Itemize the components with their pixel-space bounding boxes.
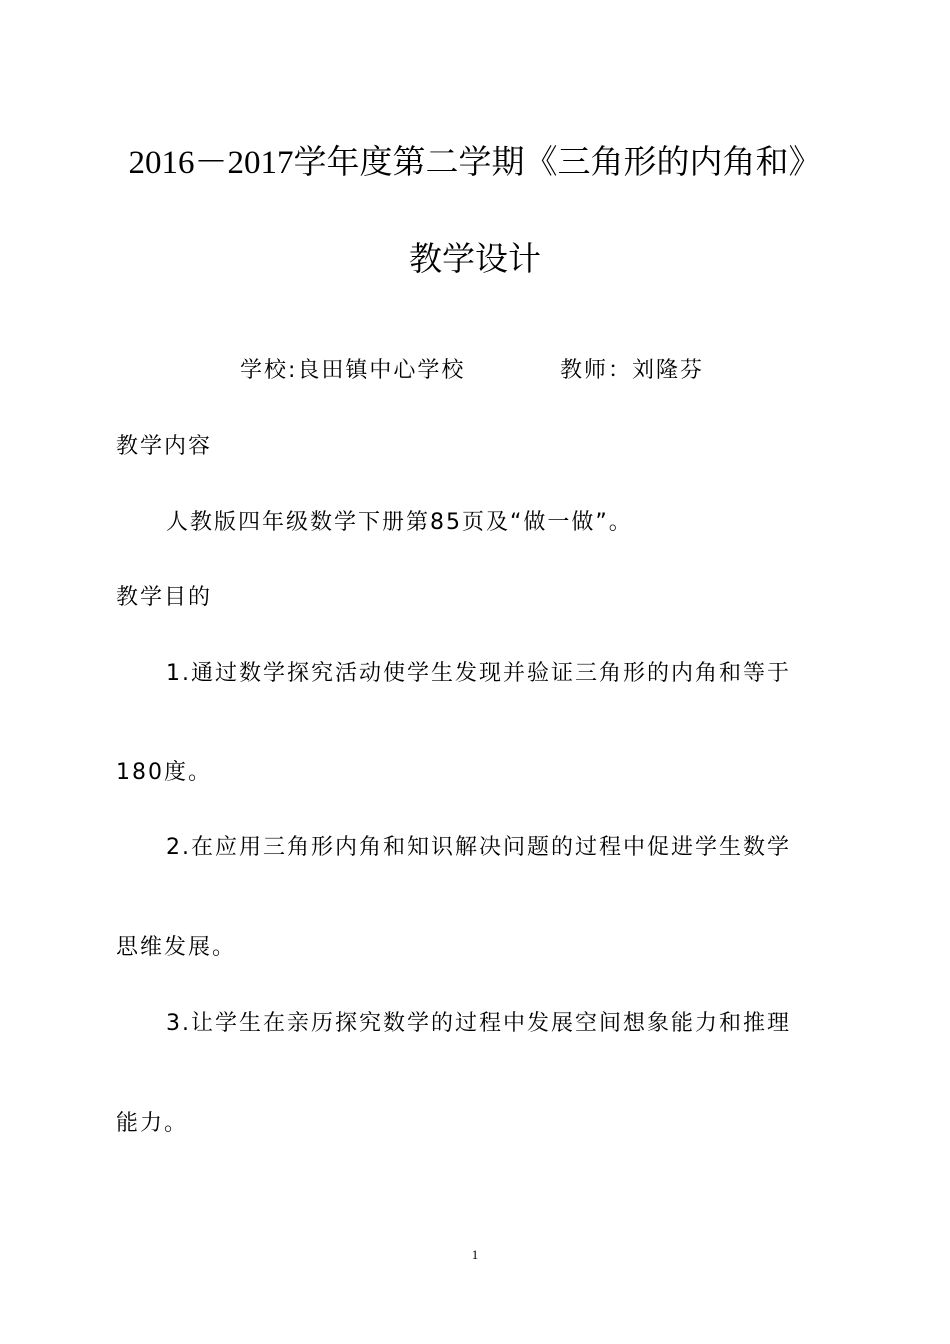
content-paragraph: 人教版四年级数学下册第85页及“做一做”。 [166,510,633,535]
school-info: 学校:良田镇中心学校 [240,358,466,383]
section-heading-goals: 教学目的 [116,585,213,610]
goal-3-line-1: 3.让学生在亲历探究数学的过程中发展空间想象能力和推理 [166,1011,791,1036]
goal-3-line-2: 能力。 [116,1111,189,1136]
document-title-line-2: 教学设计 [409,242,541,278]
page-number: 1 [471,1247,479,1262]
goal-2-line-1: 2.在应用三角形内角和知识解决问题的过程中促进学生数学 [166,835,791,860]
goal-2-line-2: 思维发展。 [116,935,237,960]
goal-1-line-2: 180度。 [116,760,212,785]
teacher-info: 教师：刘隆芬 [560,358,705,383]
section-heading-content: 教学内容 [116,434,213,459]
goal-1-line-1: 1.通过数学探究活动使学生发现并验证三角形的内角和等于 [166,661,791,686]
document-title-line-1: 2016－2017学年度第二学期《三角形的内角和》 [128,145,822,181]
